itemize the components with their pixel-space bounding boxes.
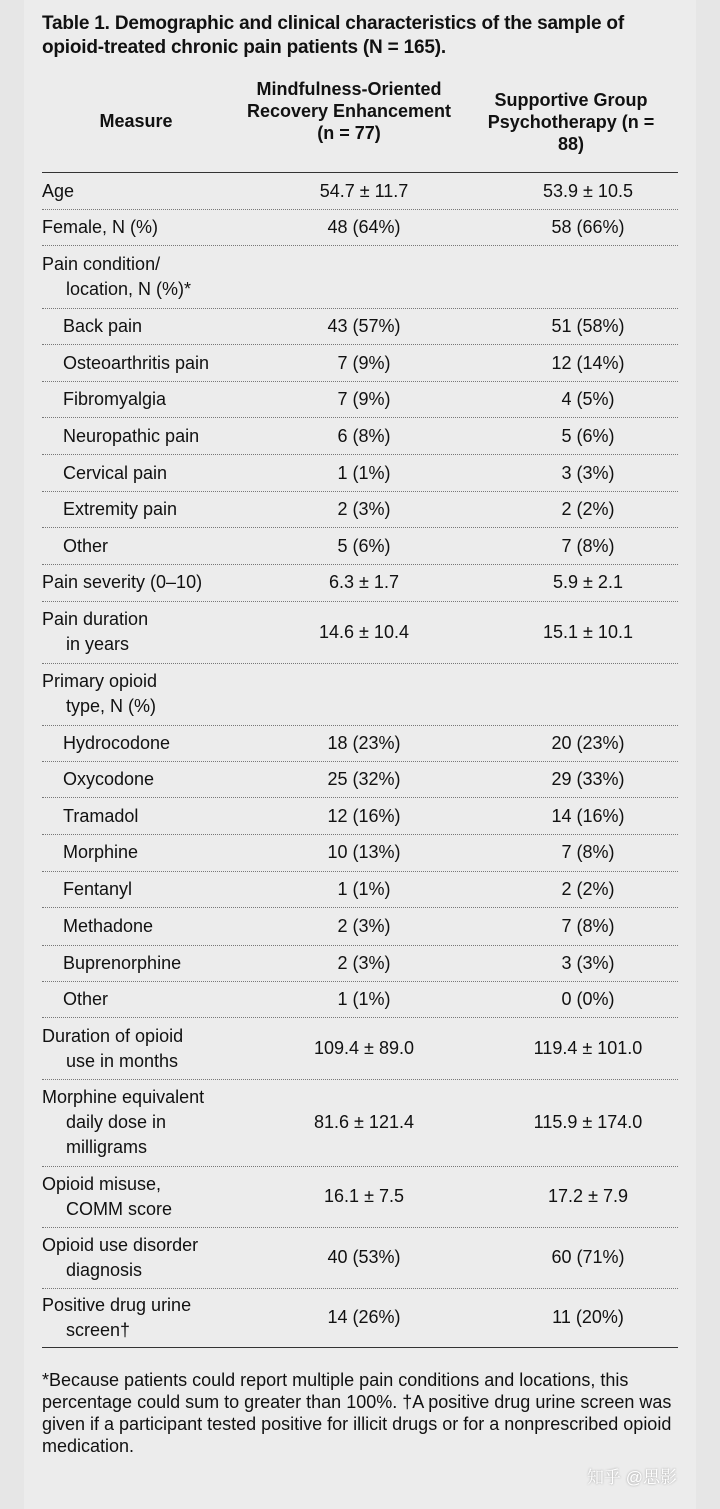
table-row [42, 173, 678, 210]
more-value: 14 (26%) [327, 1307, 401, 1327]
sgp-value: 14 (16%) [551, 805, 625, 826]
measure-label: Opioid misuse, [42, 1173, 162, 1194]
measure-label: Morphine equivalent [42, 1087, 205, 1107]
sgp-value: 2 (2%) [561, 878, 615, 899]
measure-cell [63, 725, 273, 761]
table-row [42, 528, 678, 565]
sgp-value: 7 (8%) [561, 535, 615, 556]
sgp-value: 4 (5%) [561, 388, 615, 409]
sgp-value: 11 (20%) [552, 1307, 624, 1327]
table-row [42, 834, 678, 872]
table-row [42, 725, 678, 762]
header-sgp: Supportive Group Psychotherapy (n = 88) [487, 90, 655, 154]
measure-cell [42, 564, 252, 601]
more-value: 25 (32%) [327, 768, 401, 789]
table-footnote: *Because patients could report multiple pain conditions and locations, this percentage could sum to greater than 100%. †A positive drug urine screen was given if a participant tested positive for illicit drugs or for a nonprescribed opioid medication. [42, 1370, 672, 1456]
table-row [42, 491, 678, 528]
table-row [42, 981, 678, 1018]
measure-label: Neuropathic pain [63, 425, 200, 446]
sgp-value: 17.2 ± 7.9 [548, 1186, 628, 1206]
more-value: 6.3 ± 1.7 [329, 572, 399, 592]
sgp-value: 2 (2%) [561, 498, 615, 519]
table-row [42, 418, 678, 455]
measure-cell [63, 908, 273, 945]
table-row [42, 601, 678, 664]
measure-cell [63, 491, 273, 527]
header-measure: Measure [99, 111, 173, 131]
watermark: 知乎 @思影 [587, 1468, 677, 1487]
sgp-value: 29 (33%) [551, 768, 625, 789]
table-title: Table 1. Demographic and clinical characteristics of the sample of opioid-treated chronic pain patients (N = 165). [42, 13, 624, 58]
measure-cell [63, 945, 273, 981]
table-row [42, 945, 678, 982]
sgp-value: 3 (3%) [561, 462, 615, 483]
more-value: 109.4 ± 89.0 [314, 1038, 414, 1058]
measure-label: Pain duration [42, 609, 149, 629]
more-value: 16.1 ± 7.5 [324, 1186, 404, 1206]
sgp-value: 20 (23%) [551, 732, 625, 753]
table-row [42, 209, 678, 246]
measure-label-continued: daily dose in milligrams [66, 1112, 167, 1157]
sgp-value: 0 (0%) [561, 988, 615, 1009]
sgp-value: 5 (6%) [561, 425, 615, 446]
table-row [42, 798, 678, 835]
measure-label-continued: location, N (%)* [66, 279, 192, 299]
measure-label-continued: COMM score [66, 1198, 173, 1219]
more-value [264, 663, 464, 725]
measure-cell [63, 418, 273, 454]
measure-label: Pain severity (0–10) [42, 572, 203, 592]
measure-label: Opioid use disorder [42, 1234, 199, 1255]
more-value: 81.6 ± 121.4 [314, 1112, 414, 1132]
sgp-value: 7 (8%) [561, 916, 615, 936]
measure-cell [63, 345, 273, 381]
measure-label: Other [63, 535, 109, 556]
sgp-value: 7 (8%) [561, 842, 615, 862]
table-row [42, 1166, 678, 1228]
table-row [42, 908, 678, 946]
more-value: 1 (1%) [337, 988, 391, 1009]
measure-cell [63, 381, 273, 417]
more-value: 12 (16%) [327, 805, 401, 826]
more-value: 5 (6%) [337, 535, 391, 556]
measure-cell [63, 871, 273, 907]
sgp-value: 60 (71%) [551, 1247, 625, 1267]
measure-label: Duration of opioid [42, 1025, 184, 1046]
sgp-value: 3 (3%) [561, 952, 615, 973]
table-row [42, 871, 678, 908]
more-value: 54.7 ± 11.7 [319, 180, 409, 201]
measure-cell [42, 246, 252, 308]
sgp-value: 119.4 ± 101.0 [533, 1038, 643, 1058]
more-value: 40 (53%) [327, 1247, 401, 1267]
table-row [42, 246, 678, 309]
more-value: 43 (57%) [327, 315, 401, 336]
measure-cell [63, 308, 273, 344]
measure-label: Positive drug urine [42, 1294, 192, 1315]
table-row [42, 1288, 678, 1347]
table-row [42, 1018, 678, 1080]
more-value: 7 (9%) [337, 352, 391, 373]
measure-label: Back pain [63, 315, 143, 336]
measure-label: Methadone [63, 916, 154, 936]
more-value: 10 (13%) [327, 842, 401, 862]
measure-label: Primary opioid [42, 671, 158, 691]
measure-label-continued: diagnosis [66, 1259, 143, 1280]
table-row [42, 381, 678, 418]
table-row [42, 345, 678, 382]
measure-cell [63, 761, 273, 797]
measure-label: Fentanyl [63, 878, 133, 899]
measure-cell [63, 981, 273, 1017]
measure-cell [42, 1018, 252, 1079]
measure-cell [42, 1227, 252, 1288]
measure-label: Tramadol [63, 805, 139, 826]
sgp-value: 115.9 ± 174.0 [533, 1112, 643, 1132]
table-bottom-rule [42, 1347, 678, 1348]
document-page [24, 0, 696, 1509]
measure-label: Cervical pain [63, 462, 168, 483]
measure-label-continued: in years [66, 634, 130, 654]
measure-label-continued: type, N (%) [66, 696, 157, 716]
measure-label: Age [42, 180, 75, 201]
measure-label: Pain condition/ [42, 254, 161, 274]
table-row [42, 663, 678, 726]
more-value: 1 (1%) [337, 878, 391, 899]
table-row [42, 564, 678, 602]
table-row [42, 1227, 678, 1289]
measure-cell [63, 528, 273, 564]
more-value: 7 (9%) [337, 388, 391, 409]
more-value: 2 (3%) [337, 498, 391, 519]
measure-cell [42, 1288, 252, 1347]
measure-label: Buprenorphine [63, 952, 182, 973]
measure-cell [42, 209, 252, 245]
measure-label: Morphine [63, 842, 139, 862]
measure-cell [42, 1166, 252, 1227]
measure-cell [63, 455, 273, 491]
sgp-value [490, 663, 686, 725]
measure-cell [63, 834, 273, 871]
measure-cell [42, 663, 252, 725]
more-value [264, 246, 464, 308]
sgp-value: 58 (66%) [551, 216, 625, 237]
measure-cell [42, 601, 252, 663]
more-value: 2 (3%) [337, 952, 391, 973]
sgp-value: 12 (14%) [551, 352, 625, 373]
more-value: 6 (8%) [337, 425, 391, 446]
measure-label: Hydrocodone [63, 732, 171, 753]
header-more: Mindfulness-Oriented Recovery Enhancement (n = 77) [246, 79, 452, 143]
sgp-value: 5.9 ± 2.1 [553, 572, 623, 592]
measure-label-continued: screen† [66, 1319, 131, 1340]
measure-cell [42, 1079, 252, 1166]
measure-cell [42, 173, 252, 209]
measure-label: Osteoarthritis pain [63, 352, 210, 373]
table-row [42, 761, 678, 798]
sgp-value: 15.1 ± 10.1 [543, 621, 633, 642]
more-value: 18 (23%) [327, 732, 401, 753]
measure-label: Fibromyalgia [63, 388, 167, 409]
measure-label: Female, N (%) [42, 216, 159, 237]
measure-cell [63, 798, 273, 834]
measure-label-continued: use in months [66, 1050, 179, 1071]
sgp-value: 53.9 ± 10.5 [543, 180, 633, 201]
measure-label: Extremity pain [63, 498, 178, 519]
table-row [42, 1079, 678, 1167]
sgp-value [490, 246, 686, 308]
more-value: 1 (1%) [337, 462, 391, 483]
more-value: 48 (64%) [327, 216, 401, 237]
sgp-value: 51 (58%) [551, 315, 625, 336]
table-row [42, 455, 678, 492]
table-row [42, 308, 678, 345]
measure-label: Oxycodone [63, 768, 155, 789]
more-value: 2 (3%) [337, 916, 391, 936]
more-value: 14.6 ± 10.4 [319, 621, 409, 642]
measure-label: Other [63, 988, 109, 1009]
